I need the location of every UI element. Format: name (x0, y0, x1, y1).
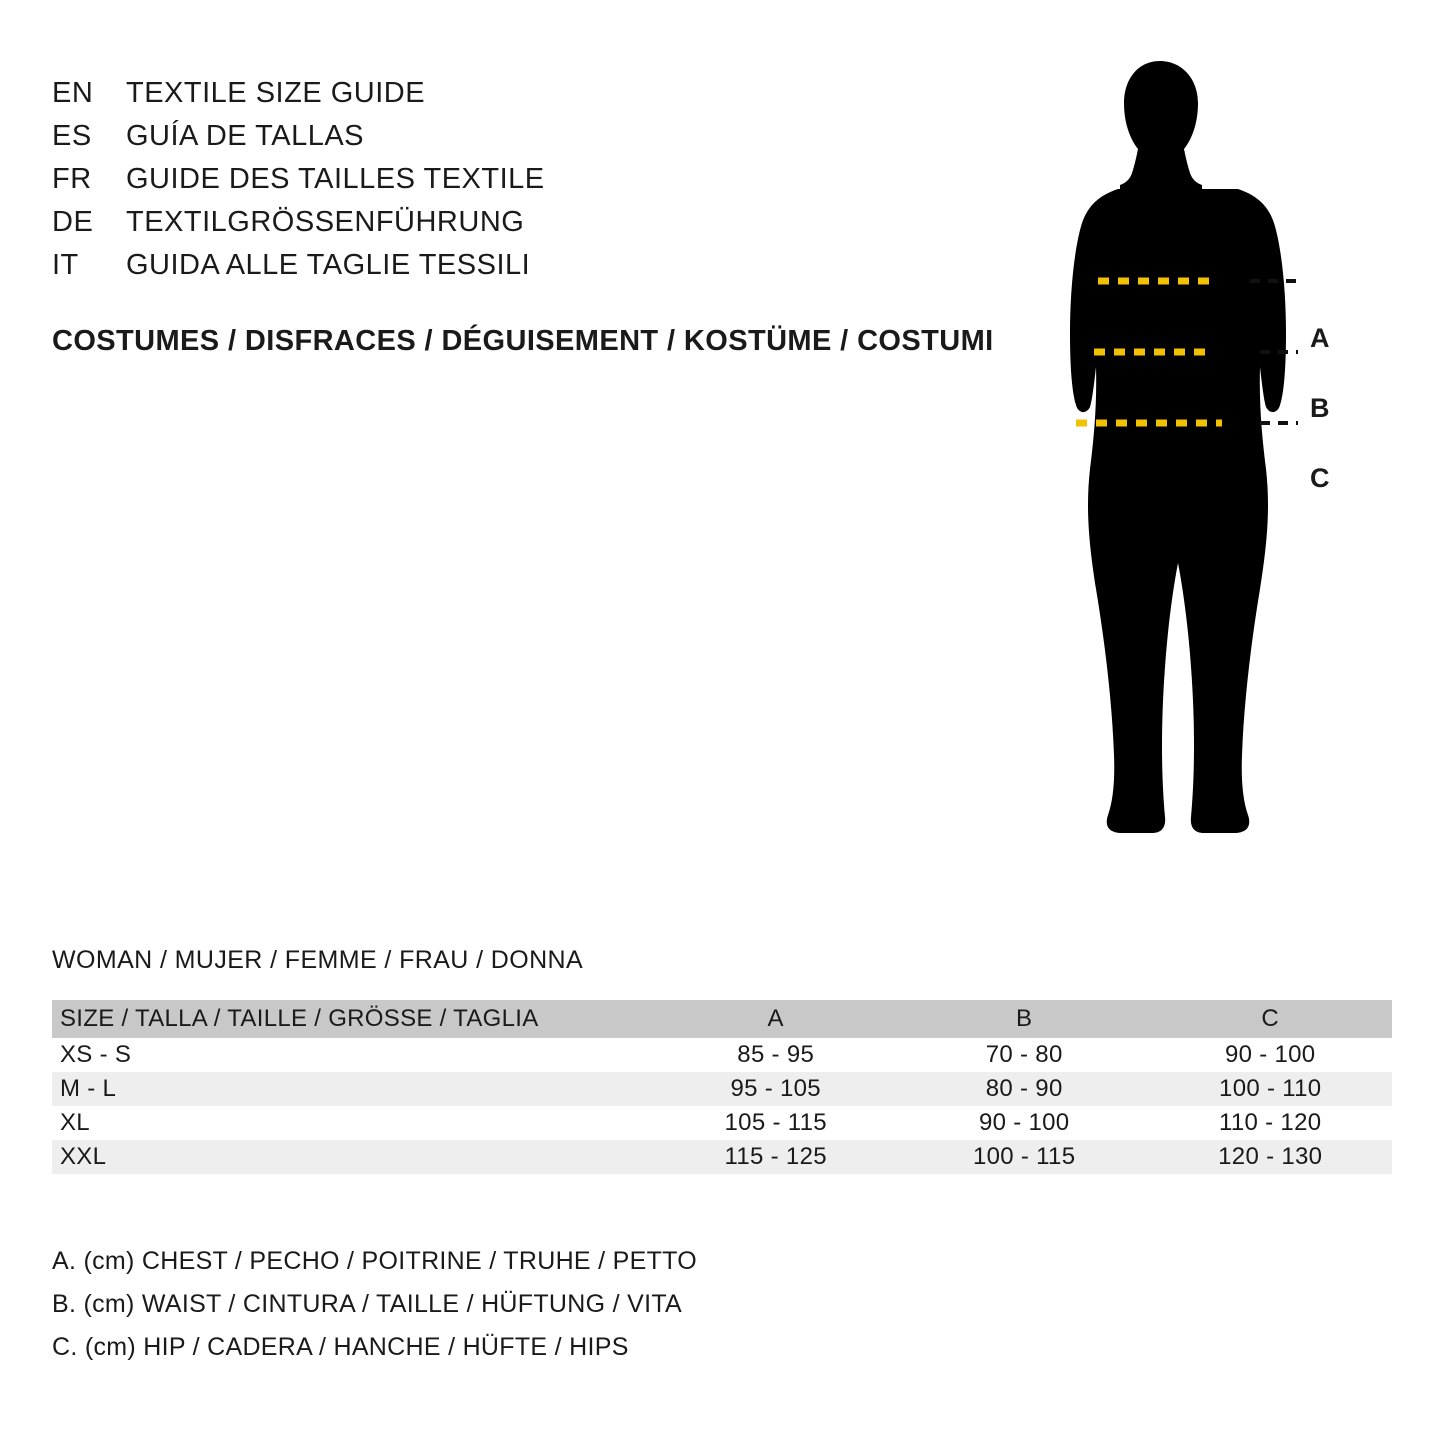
table-row (52, 1106, 1392, 1140)
cell-size: XL (60, 1109, 90, 1136)
column-header-a: A (651, 1000, 899, 1038)
language-text-fr: GUIDE DES TAILLES TEXTILE (126, 163, 545, 195)
language-code-es: ES (52, 120, 92, 152)
language-text-it: GUIDA ALLE TAGLIE TESSILI (126, 249, 531, 281)
language-text-es: GUÍA DE TALLAS (126, 120, 365, 152)
cell-c: 120 - 130 (1148, 1140, 1392, 1174)
measurement-legend (52, 1240, 697, 1369)
table-row (52, 1038, 1392, 1072)
cell-b: 90 - 100 (978, 1109, 1070, 1136)
cell-c: 110 - 120 (1219, 1109, 1322, 1136)
table-row (52, 1072, 1392, 1106)
cell-size: M - L (52, 1072, 651, 1106)
figure-illustration (1010, 55, 1410, 885)
page-title: COSTUMES / DISFRACES / DÉGUISEMENT / KOSTÜME / COSTUMI (52, 325, 994, 357)
table-row (52, 1140, 1392, 1174)
cell-a: 115 - 125 (651, 1140, 899, 1174)
language-code-fr: FR (52, 163, 92, 195)
cell-c: 90 - 100 (1224, 1041, 1316, 1068)
cell-b: 80 - 90 (900, 1072, 1148, 1106)
cell-size: XS - S (60, 1041, 132, 1068)
column-header-size: SIZE / TALLA / TAILLE / GRÖSSE / TAGLIA (52, 1000, 651, 1038)
cell-a: 85 - 95 (737, 1041, 815, 1068)
cell-a: 105 - 115 (724, 1109, 827, 1136)
language-row-en (52, 72, 952, 115)
measure-label-a: A (1310, 323, 1330, 353)
language-row-de (52, 201, 952, 244)
table-heading: WOMAN / MUJER / FEMME / FRAU / DONNA (52, 946, 584, 974)
cell-a: 95 - 105 (651, 1072, 899, 1106)
cell-size: XXL (52, 1140, 651, 1174)
measure-label-b: B (1310, 393, 1330, 423)
cell-c: 100 - 110 (1148, 1072, 1392, 1106)
measure-label-c: C (1310, 463, 1330, 493)
cell-b: 100 - 115 (900, 1140, 1148, 1174)
language-code-it: IT (52, 249, 79, 281)
size-table (52, 1000, 1392, 1174)
language-row-it (52, 244, 952, 287)
legend-line-c: C. (cm) HIP / CADERA / HANCHE / HÜFTE / HIPS (52, 1333, 629, 1361)
language-row-es (52, 115, 952, 158)
language-text-en: TEXTILE SIZE GUIDE (126, 77, 426, 109)
column-header-c: C (1148, 1000, 1392, 1038)
column-header-b: B (900, 1000, 1148, 1038)
legend-line-b: B. (cm) WAIST / CINTURA / TAILLE / HÜFTUNG / VITA (52, 1290, 683, 1318)
language-code-de: DE (52, 206, 94, 238)
woman-silhouette-icon (1010, 55, 1410, 885)
language-row-fr (52, 158, 952, 201)
language-code-en: EN (52, 77, 94, 109)
table-header-row (52, 1000, 1392, 1038)
cell-b: 70 - 80 (985, 1041, 1063, 1068)
legend-line-a: A. (cm) CHEST / PECHO / POITRINE / TRUHE / PETTO (52, 1247, 698, 1275)
language-text-de: TEXTILGRÖSSENFÜHRUNG (126, 206, 525, 238)
language-list (52, 72, 952, 287)
